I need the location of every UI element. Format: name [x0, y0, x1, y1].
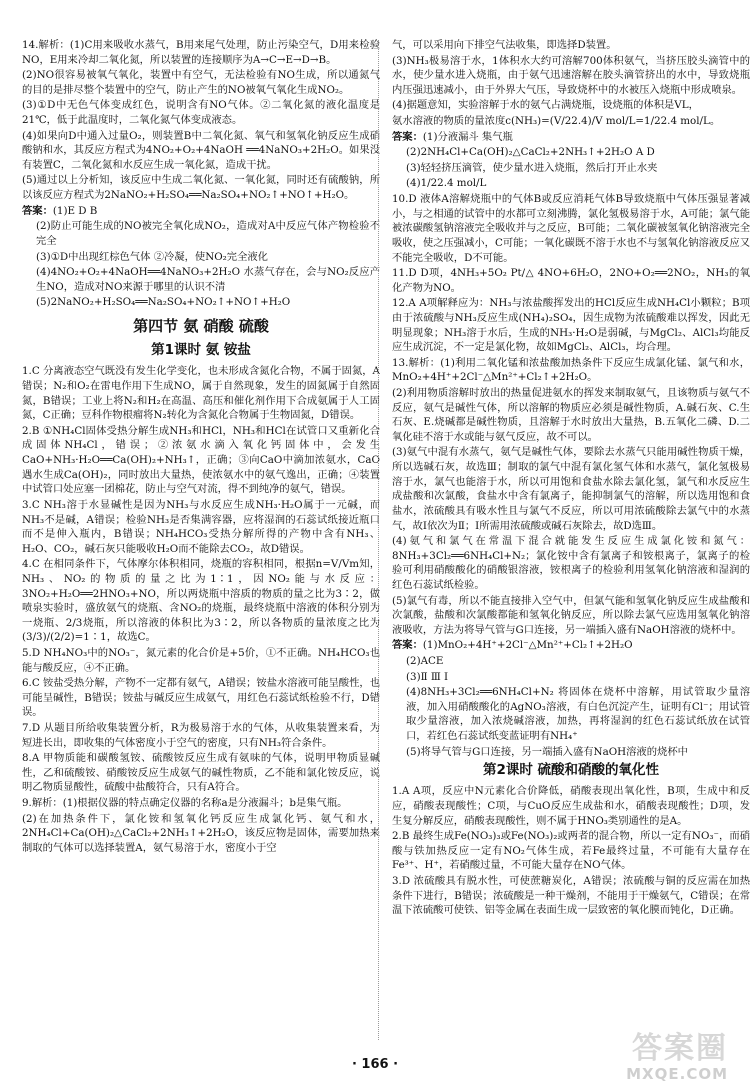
subsection-title: 第2课时 硫酸和硝酸的氧化性	[482, 762, 660, 779]
answer-paragraph	[392, 638, 750, 653]
text-paragraph: (4)8NH₃+3Cl₂══6NH₄Cl+N₂ 将固体在烧杯中溶解，用试管取少量溶液，加入用硝酸酸化的AgNO₃溶液，有白色沉淀产生，证明有Cl⁻；用试管取少量溶液，加入浓烧碱溶液，加热，再将湿润的红色石蕊试纸放在试管口，若红色石蕊试纸变蓝证明有NH₄⁺	[406, 686, 750, 743]
text-paragraph: (3)Ⅱ Ⅲ Ⅰ	[406, 670, 449, 683]
text-paragraph: (3)①D中无色气体变成红色，说明含有NO气体。②二氧化氮的液化温度是21℃，低于此温度时，二氧化氮气体变成液态。	[22, 99, 380, 127]
text-paragraph: 10.D 液体A溶解烧瓶中的气体B或反应消耗气体B导致烧瓶中气体压强显著减小，与之相通的试管中的水都可立刻沸腾，氯化氢极易溶于水，A可能；氯气能被浓碳酸氢钠溶液完全吸收并与之反应，B可能；二氧化碳被氢氧化钠溶液完全吸收，使之压强减小，C可能；一氧化碳既不溶于水也不与氢氧化钠溶液反应又不能完全吸收，D不可能。	[392, 193, 750, 264]
text-paragraph: 气，可以采用向下排空气法收集，即选择D装置。	[392, 39, 617, 51]
watermark-logo	[596, 1028, 736, 1084]
answer-text: (1)分液漏斗 集气瓶	[422, 130, 513, 143]
text-paragraph: (3)①D中出现红棕色气体 ②冷凝，使NO₂完全液化	[36, 250, 268, 263]
text-paragraph: 12.A A项解释应为：NH₃与浓盐酸挥发出的HCl反应生成NH₄Cl小颗粒；B项由于浓硫酸与NH₃反应生成(NH₄)₂SO₄，因生成物为浓硫酸难以挥发，因此无明显现象；NH₃溶于水后，生成的NH₃·H₂O是弱碱，与MgCl₂、AlCl₃均能反应生成沉淀，不一定是氯化物，故如MgCl₂、AlCl₃，均合理。	[392, 297, 750, 354]
text-paragraph: (5)通过以上分析知，该反应中生成二氧化氮、一氧化氮，同时还有硫酸钠，所以该反应方程式为2NaNO₂+H₂SO₄══Na₂SO₄+NO₂↑+NO↑+H₂O。	[22, 174, 380, 202]
answer-label: 答案：	[22, 204, 53, 217]
subsection-title: 第1课时 氨 铵盐	[151, 342, 251, 359]
page-number: · 166 ·	[351, 1057, 399, 1072]
text-paragraph: 1.C 分离液态空气既没有发生化学变化，也未形成含氮化合物，不属于固氮，A错误；N₂和O₂在雷电作用下生成NO，属于自然现象，发生的固氮属于自然固氮，B错误；工业上将N₂和H₂在高温、高压和催化剂作用下合成氨属于人工固氮，C正确；豆科作物根瘤将N₂转化为含氮化合物属于生物固氮，D错误。	[22, 365, 380, 422]
text-paragraph: (3)轻轻挤压滴管，使少量水进入烧瓶，然后打开止水夹	[406, 161, 658, 174]
left-column	[22, 38, 380, 1048]
answer-label: 答案：	[392, 639, 423, 652]
text-paragraph: (2)NO很容易被氧气氧化，装置中有空气，无法检验有NO生成，所以通氮气的目的是排尽整个装置中的空气，防止产生的NO被氧气氧化生成NO₂。	[22, 69, 380, 96]
text-paragraph: 7.D 从题目所给收集装置分析，R为极易溶于水的气体，从收集装置来看，为短进长出，即收集的气体密度小于空气的密度，只有NH₃符合条件。	[22, 722, 380, 749]
text-paragraph: (2)利用物质溶解时放出的热量促进氨水的挥发来制取氨气，且该物质与氨气不反应，氨气是碱性气体，所以溶解的物质应必须是碱性物质，A.碱石灰、C.生石灰、E.烧碱都是碱性物质，且溶解于水时放出大量热，B.五氧化二磷、D.二氧化硅不溶于水或能与氨气反应，故不可以。	[392, 387, 750, 443]
text-paragraph: 9.解析：(1)根据仪器的特点确定仪器的名称a是分液漏斗；b是集气瓶。	[22, 797, 348, 810]
answer-label: 答案：	[392, 130, 423, 143]
watermark-sub-text: MXQE.COM	[626, 1065, 728, 1083]
text-paragraph: 2.B 最终生成Fe(NO₃)₃或Fe(NO₃)₂或两者的混合物，所以一定有NO₃⁻，而硝酸与铁加热反应一定有NO₂气体生成，若Fe最终过量，不可能有大量存在Fe³⁺、H⁺，若硝酸过量，不可能大量存在NO气体。	[392, 830, 750, 872]
text-paragraph: 11.D D项，4NH₃+5O₂ Pt/△ 4NO+6H₂O，2NO+O₂══2NO₂，NH₃的氧化产物为NO。	[392, 267, 750, 294]
text-paragraph: (5)氯气有毒，所以不能直接排入空气中，但氯气能和氢氧化钠反应生成盐酸和次氯酸，盐酸和次氯酸都能和氢氧化钠反应，所以除去氯气应选用氢氧化钠溶液吸收，方法为将导气管与G口连接，另一端插入盛有NaOH溶液的烧杯中。	[392, 594, 750, 636]
text-paragraph: (5)将导气管与G口连接，另一端插入盛有NaOH溶液的烧杯中	[406, 745, 688, 758]
answer-paragraph	[22, 204, 380, 219]
answer-paragraph	[392, 130, 750, 145]
text-paragraph: (2)防止可能生成的NO被完全氧化成NO₂，造成对A中反应气体产物检验不完全	[36, 220, 380, 247]
text-paragraph: 5.D NH₄NO₃中的NO₃⁻，氮元素的化合价是+5价，①不正确。NH₄HCO₃也能与酸反应，④不正确。	[22, 647, 380, 674]
text-paragraph: 氨水溶液的物质的量浓度c(NH₃)=(V/22.4)/V mol/L=1/22.4 mol/L。	[392, 115, 721, 128]
text-paragraph: 3.C NH₃溶于水显碱性是因为NH₃与水反应生成NH₃·H₂O属于一元碱，而NH₃不是碱，A错误；检验NH₃是否集满容器，应将湿润的石蕊试纸接近瓶口而不是伸入瓶内，B错误；NH₄HCO₃受热分解所得的产物中含有NH₃、H₂O、CO₂，碱石灰只能吸收H₂O而不能除去CO₂，故D错误。	[22, 498, 380, 555]
text-paragraph: (4)据题意知，实验溶解于水的氨气占满烧瓶，设烧瓶的体积是VL，	[392, 99, 699, 112]
section-title: 第四节 氨 硝酸 硫酸	[133, 316, 269, 335]
answer-text: (1)MnO₂+4H⁺+2Cl⁻△Mn²⁺+Cl₂↑+2H₂O	[422, 639, 633, 652]
text-paragraph: (2)在加热条件下，氯化铵和氢氧化钙反应生成氯化钙、氨气和水，2NH₄Cl+Ca(OH)₂△CaCl₂+2NH₃↑+2H₂O，该反应物是固体，需要加热来制取的气体可以选择装置A，氨气易溶于水，密度小于空	[22, 812, 380, 854]
text-paragraph: (3)氨气中混有水蒸气，氨气是碱性气体，要除去水蒸气只能用碱性物质干燥，所以选碱石灰，故选Ⅲ；制取的氯气中混有氯化氢气体和水蒸气，氯化氢极易溶于水，氯气也能溶于水，所以可用饱和食盐水除去氯化氢，氯气和水反应生成盐酸和次氯酸，食盐水中含有氯离子，能抑制氯气的溶解，所以选用饱和食盐水，浓硫酸具有吸水性且与氯气不反应，所以可用浓硫酸除去氯气中的水蒸气，故Ⅰ依次为Ⅱ；Ⅰ所需用浓硫酸或碱石灰除去，故D选Ⅲ。	[392, 446, 750, 532]
text-paragraph: 8.A 甲物质能和碳酸氢铵、硫酸铵反应生成有氨味的气体，说明甲物质显碱性，乙和硫酸铵、硝酸铵反应生成氨气的碱性物质，乙不能和氯化铵反应，说明乙物质显酸性，硫酸中盐酸符合，只有A符合。	[22, 752, 380, 794]
text-paragraph: 14.解析：(1)C用来吸收水蒸气，B用来尾气处理，防止污染空气，D用来检验NO，E用来冷却二氧化氮，所以装置的连接顺序为A→C→E→D→B。	[22, 39, 380, 66]
text-paragraph: 3.D 浓硫酸具有脱水性，可使蔗糖炭化，A错误；浓硫酸与铜的反应需在加热条件下进行，B错误；浓硫酸是一种干燥剂，不能用于干燥氨气，C错误；在常温下浓硫酸可使铁、铝等金属在表面生成一层致密的氧化膜而钝化，D正确。	[392, 875, 750, 917]
text-paragraph: (4)如果向D中通入过量O₂，则装置B中二氧化氮、氧气和氢氧化钠反应生成硝酸钠和水，其反应方程式为4NO₂+O₂+4NaOH ══4NaNO₃+2H₂O。如果没有装置C，二氧化氮和水反应生成一氧化氮，造成干扰。	[22, 129, 380, 171]
text-paragraph: (2)2NH₄Cl+Ca(OH)₂△CaCl₂+2NH₃↑+2H₂O A D	[406, 146, 655, 159]
text-paragraph: 2.B ①NH₄Cl固体受热分解生成NH₃和HCl，NH₃和HCl在试管口又重新化合成固体NH₄Cl，错误；②浓氨水滴入氧化钙固体中，会发生CaO+NH₃·H₂O══Ca(OH)₂+NH₃↑，正确；③向CaO中滴加浓氨水，CaO遇水生成Ca(OH)₂，同时放出大量热，使浓氨水中的氨气逸出，正确；④装置中试管口处应塞一团棉花，防止与空气对流，得不到纯净的氨气，错误。	[22, 424, 380, 496]
right-column	[392, 38, 750, 1048]
text-paragraph: 13.解析：(1)利用二氧化锰和浓盐酸加热条件下反应生成氯化锰、氯气和水，MnO₂+4H⁺+2Cl⁻△Mn²⁺+Cl₂↑+2H₂O。	[392, 356, 750, 384]
text-paragraph: (3)NH₃极易溶于水，1体积水大约可溶解700体积氨气，当挤压胶头滴管中的水，使少量水进入烧瓶，由于氨气迅速溶解在胶头滴管挤出的水中，导致烧瓶内压强迅速减小，由于外界大气压，导致烧杯中的水被压入烧瓶中形成喷泉。	[392, 54, 750, 96]
text-paragraph: (2)ACE	[406, 654, 444, 667]
text-paragraph: 4.C 在相同条件下，气体摩尔体积相同，烧瓶的容积相同，根据n=V/Vm知，NH₃、NO₂的物质的量之比为1∶1，因NO₂能与水反应：3NO₂+H₂O══2HNO₃+NO，所以两烧瓶中溶质的物质的量之比为3∶2，做喷泉实验时，盛放氨气的烧瓶、含NO₂的烧瓶，最终烧瓶中溶液的体积分别为一烧瓶、2/3烧瓶，所以溶液的体积比为3∶2，所以各物质的量浓度之比为(3/3)/(2/2)=1∶1，故选C。	[22, 558, 380, 644]
column-divider	[378, 40, 379, 1040]
text-paragraph: (5)2NaNO₂+H₂SO₄══Na₂SO₄+NO₂↑+NO↑+H₂O	[36, 296, 291, 309]
watermark-main-text: 答案圈	[632, 1031, 728, 1066]
text-paragraph: 1.A A项，反应中N元素化合价降低，硝酸表现出氧化性，B项，生成中和反应，硝酸表现酸性；C项，与CuO反应生成盐和水，硝酸表现酸性；D项，发生复分解反应，硝酸表现酸性，则不属于HNO₃类别通性的是A。	[392, 785, 750, 827]
text-paragraph: (4)1/22.4 mol/L	[406, 177, 487, 190]
text-paragraph: (4)4NO₂+O₂+4NaOH══4NaNO₃+2H₂O 水蒸气存在，会与NO₂反应产生NO，造成对NO来源于哪里的认识不清	[36, 266, 380, 293]
text-paragraph: (4)氨气和氯气在常温下混合就能发生反应生成氯化铵和氮气：8NH₃+3Cl₂══6NH₄Cl+N₂；氯化铵中含有氯离子和铵根离子，氯离子的检验可利用硝酸酸化的硝酸银溶液，铵根离子的检验利用氢氧化钠溶液和湿润的红色石蕊试纸检验。	[392, 535, 750, 591]
text-paragraph: 6.C 铵盐受热分解，产物不一定都有氨气，A错误；铵盐水溶液可能呈酸性，也可能呈碱性，B错误；铵盐与碱反应生成氨气，用红色石蕊试纸检验不行，D错误。	[22, 677, 380, 719]
answer-text: (1)E D B	[52, 204, 98, 217]
